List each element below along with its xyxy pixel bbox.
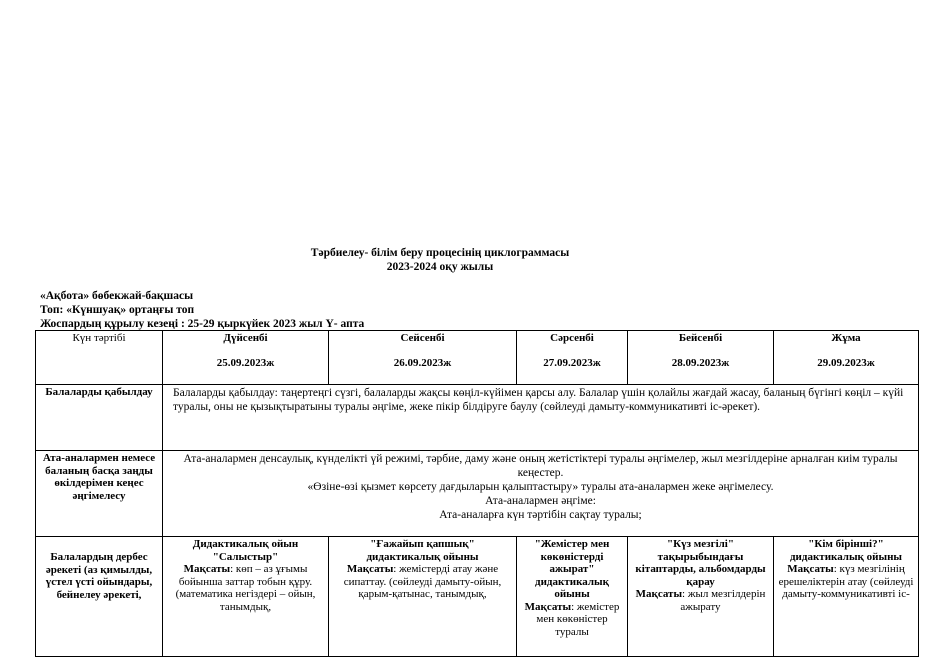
- day-name: Дүйсенбі: [223, 332, 268, 344]
- parents-line: Ата-аналарға күн тәртібін сақтау туралы;: [439, 509, 642, 521]
- goal-label: Мақсаты: [787, 563, 834, 575]
- goal-text: : жыл мезгілдерін ажырату: [680, 588, 766, 613]
- activity-cell: [163, 537, 329, 657]
- day-date: 29.09.2023ж: [817, 356, 875, 369]
- activity-cell: [517, 537, 628, 657]
- kindergarten-name: «Ақбота» бөбекжай-бақшасы: [40, 290, 194, 302]
- parents-line: Ата-аналармен әңгіме:: [485, 495, 596, 507]
- goal-label: Мақсаты: [183, 563, 231, 575]
- group-name: Топ: «Күншуақ» ортаңғы топ: [40, 304, 195, 316]
- day-date: 26.09.2023ж: [393, 356, 452, 369]
- day-header: [163, 331, 329, 385]
- corner-label: Күн тәртібі: [36, 331, 163, 385]
- activity-title: "Кім бірінші?" дидактикалық ойыны: [789, 538, 902, 563]
- goal-text: : жемістер мен көкөністер туралы: [536, 600, 620, 638]
- document-title: [0, 246, 880, 274]
- cyclogram-table: [35, 330, 919, 657]
- day-header: [628, 331, 774, 385]
- row-label: Ата-аналармен немесе баланың басқа заңды өкілдерімен кеңес әңгімелесу: [36, 451, 163, 537]
- activity-title: "Күз мезгілі" тақырыбындағы кітаптарды, альбомдарды қарау: [635, 538, 766, 588]
- goal-text: : жемістерді атау және сипаттау. (сөйлеуді дамыту-ойын, қарым-қатынас, танымдық,: [343, 563, 502, 600]
- goal-label: Мақсаты: [346, 563, 394, 575]
- row-label: Балалардың дербес әрекеті (аз қимылды, үстел үсті ойындары, бейнелеу әрекеті,: [36, 537, 163, 657]
- plan-period: Жоспардың құрылу кезеңі : 25-29 қыркүйек 2023 жыл Ү- апта: [40, 318, 365, 330]
- reception-text: Балаларды қабылдау: таңертеңгі сүзгі, балаларды жақсы көңіл-күйімен қарсы алу. Балалар үшін қолайлы жағдай жасау, баланың бүгінгі көңіл – күйі туралы, оны не қызықтыратыны туралы әңгіме, жеке пікір білдіруге баулу (сөйлеуді дамыту-коммуникативті іс-әрекет).: [163, 385, 919, 451]
- day-header: [517, 331, 628, 385]
- day-date: 25.09.2023ж: [216, 356, 275, 369]
- goal-label: Мақсаты: [524, 600, 572, 613]
- table-header-row: [36, 331, 919, 385]
- activity-title: "Жемістер мен көкөністерді ажырат" дидактикалық ойыны: [534, 538, 610, 600]
- day-date: 28.09.2023ж: [671, 356, 730, 369]
- row-label: Балаларды қабылдау: [36, 385, 163, 451]
- day-name: Сейсенбі: [400, 332, 445, 344]
- activity-row: [36, 537, 919, 657]
- day-header: [774, 331, 919, 385]
- activity-cell: [628, 537, 774, 657]
- parents-text: [163, 451, 919, 537]
- day-date: 27.09.2023ж: [543, 356, 601, 369]
- parents-row: [36, 451, 919, 537]
- day-name: Жұма: [831, 332, 861, 344]
- activity-title: "Ғажайып қапшық" дидактикалық ойыны: [366, 538, 479, 563]
- day-name: Бейсенбі: [678, 332, 723, 344]
- title-line-1: Тәрбиелеу- білім беру процесінің циклограммасы: [310, 247, 570, 259]
- activity-cell: [774, 537, 919, 657]
- goal-text: : күз мезгілінің ерешеліктерін атау (сөйлеуді дамыту-коммуникативті іс-: [778, 563, 914, 600]
- goal-label: Мақсаты: [635, 588, 683, 600]
- parents-line: Ата-аналармен денсаулық, күнделікті үй режимі, тәрбие, даму және оның жетістіктері туралы әңгімелер, жыл мезгілдеріне арналған киім туралы кеңестер.: [183, 453, 898, 479]
- day-name: Сәрсенбі: [550, 332, 594, 344]
- goal-text: : көп – аз ұғымы бойынша заттар тобын құру. (математика негіздері – ойын, танымдық,: [175, 563, 316, 613]
- reception-row: [36, 385, 919, 451]
- activity-cell: [329, 537, 517, 657]
- day-header: [329, 331, 517, 385]
- activity-title: Дидактикалық ойын "Салыстыр": [192, 538, 299, 563]
- parents-line: «Өзіне-өзі қызмет көрсету дағдыларын қалыптастыру» туралы ата-аналармен жеке әңгімелесу.: [307, 481, 774, 493]
- title-line-2: 2023-2024 оқу жылы: [386, 261, 494, 273]
